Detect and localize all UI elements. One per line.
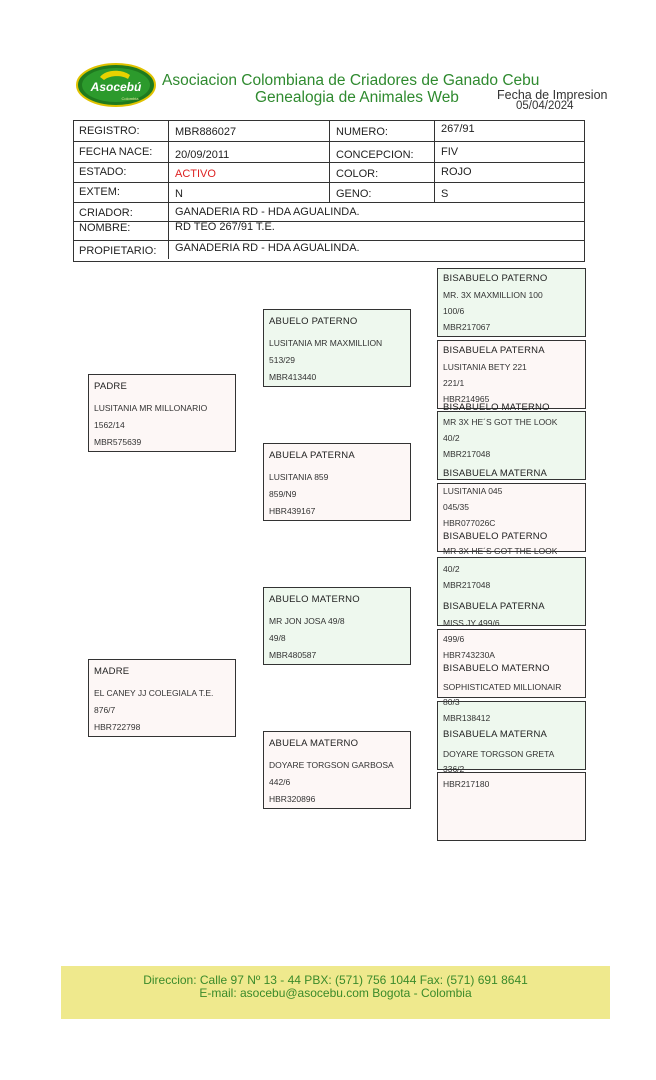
geno-label: GENO: bbox=[336, 188, 372, 200]
bisabuelo-role: BISABUELO PATERNO bbox=[443, 273, 548, 284]
bisabuelo-registration: MBR217048 bbox=[443, 449, 491, 459]
geno-value: S bbox=[441, 188, 449, 200]
bisabuelo-name: MR 3X HE´S GOT THE LOOK bbox=[443, 417, 558, 427]
registro-label: REGISTRO: bbox=[79, 125, 140, 137]
bisabuelo-name: SOPHISTICATED MILLIONAIR bbox=[443, 682, 562, 692]
bisabuelo-number: 100/6 bbox=[443, 306, 465, 316]
fecha-nace-value: 20/09/2011 bbox=[175, 149, 230, 161]
concepcion-label: CONCEPCION: bbox=[336, 149, 414, 161]
abuela-paterna-number: 859/N9 bbox=[269, 489, 297, 499]
padre-name: LUSITANIA MR MILLONARIO bbox=[94, 403, 208, 413]
nombre-label: NOMBRE: bbox=[79, 222, 131, 234]
bisabuelo-number: 40/2 bbox=[443, 564, 460, 574]
criador-label: CRIADOR: bbox=[79, 207, 133, 219]
report-subtitle: Genealogia de Animales Web bbox=[255, 89, 459, 106]
nombre-value: RD TEO 267/91 T.E. bbox=[175, 221, 275, 233]
bisabuelo-number: 499/6 bbox=[443, 634, 465, 644]
bisabuelo-name: MR. 3X MAXMILLION 100 bbox=[443, 290, 543, 300]
bisabuelo-name: MISS JY 499/6 bbox=[443, 618, 500, 628]
asocebu-logo bbox=[76, 63, 156, 107]
numero-label: NUMERO: bbox=[336, 126, 388, 138]
bisabuelo-name: LUSITANIA BETY 221 bbox=[443, 362, 527, 372]
padre-registration: MBR575639 bbox=[94, 437, 142, 447]
madre-registration: HBR722798 bbox=[94, 722, 141, 732]
bisabuelo-number: 80/3 bbox=[443, 697, 460, 707]
padre-role: PADRE bbox=[94, 381, 128, 392]
abuela-paterna-name: LUSITANIA 859 bbox=[269, 472, 329, 482]
abuelo-materno-box bbox=[263, 587, 411, 665]
bisabuelo-role: BISABUELA PATERNA bbox=[443, 345, 545, 356]
abuelo-paterno-box bbox=[263, 309, 411, 387]
concepcion-value: FIV bbox=[441, 146, 459, 158]
animal-info-table bbox=[73, 120, 585, 262]
abuela-paterna-role: ABUELA PATERNA bbox=[269, 450, 355, 461]
abuelo-materno-role: ABUELO MATERNO bbox=[269, 594, 360, 605]
bisabuelo-role: BISABUELO PATERNO bbox=[443, 531, 548, 542]
extem-label: EXTEM: bbox=[79, 186, 120, 198]
footer-email: E-mail: asocebu@asocebu.com Bogota - Colombia bbox=[199, 986, 472, 1000]
padre-box bbox=[88, 374, 236, 452]
bisabuelo-role: BISABUELO MATERNO bbox=[443, 402, 550, 413]
madre-number: 876/7 bbox=[94, 705, 116, 715]
madre-role: MADRE bbox=[94, 666, 130, 677]
padre-number: 1562/14 bbox=[94, 420, 125, 430]
bisabuelo-box bbox=[437, 268, 586, 337]
abuelo-paterno-number: 513/29 bbox=[269, 355, 295, 365]
abuelo-materno-registration: MBR480587 bbox=[269, 650, 317, 660]
bisabuelo-name: LUSITANIA 045 bbox=[443, 486, 503, 496]
print-date-label: Fecha de Impresion bbox=[497, 88, 608, 102]
logo-subtext: Colombia bbox=[121, 96, 139, 101]
abuela-materno-registration: HBR320896 bbox=[269, 794, 316, 804]
bisabuelo-registration: MBR217067 bbox=[443, 322, 491, 332]
madre-box bbox=[88, 659, 236, 737]
estado-value: ACTIVO bbox=[175, 168, 216, 180]
contact-footer bbox=[61, 966, 610, 1019]
bisabuelo-box bbox=[437, 531, 586, 626]
bisabuelo-registration: HBR217180 bbox=[443, 779, 490, 789]
bisabuelo-name: MR 3X HE´S GOT THE LOOK bbox=[443, 546, 558, 556]
bisabuelo-name: DOYARE TORGSON GRETA bbox=[443, 749, 555, 759]
extem-value: N bbox=[175, 188, 183, 200]
abuela-materno-name: DOYARE TORGSON GARBOSA bbox=[269, 760, 394, 770]
color-label: COLOR: bbox=[336, 168, 379, 180]
organization-name: Asociacion Colombiana de Criadores de Ganado Cebu bbox=[162, 72, 540, 89]
bisabuelo-registration: HBR214965 bbox=[443, 394, 490, 404]
fecha-nace-label: FECHA NACE: bbox=[79, 146, 153, 158]
abuelo-paterno-name: LUSITANIA MR MAXMILLION bbox=[269, 338, 383, 348]
bisabuelo-registration: HBR077026C bbox=[443, 518, 496, 528]
bisabuelo-number: 40/2 bbox=[443, 433, 460, 443]
bisabuelo-registration: MBR217048 bbox=[443, 580, 491, 590]
bisabuelo-box bbox=[437, 729, 586, 841]
abuela-materno-role: ABUELA MATERNO bbox=[269, 738, 359, 749]
bisabuelo-box bbox=[437, 340, 586, 409]
bisabuelo-number: 045/35 bbox=[443, 502, 469, 512]
bisabuelo-number: 221/1 bbox=[443, 378, 465, 388]
abuelo-materno-number: 49/8 bbox=[269, 633, 286, 643]
numero-value: 267/91 bbox=[441, 123, 475, 135]
propietario-value: GANADERIA RD - HDA AGUALINDA. bbox=[175, 242, 360, 254]
bisabuelo-registration: MBR138412 bbox=[443, 713, 491, 723]
bisabuelo-role: BISABUELA MATERNA bbox=[443, 729, 548, 740]
bisabuelo-role: BISABUELA MATERNA bbox=[443, 468, 548, 479]
bisabuelo-role: BISABUELO MATERNO bbox=[443, 663, 550, 674]
bisabuelo-role: BISABUELA PATERNA bbox=[443, 601, 545, 612]
criador-value: GANADERIA RD - HDA AGUALINDA. bbox=[175, 206, 360, 218]
abuela-materno-box bbox=[263, 731, 411, 809]
registro-value: MBR886027 bbox=[175, 126, 237, 138]
abuelo-paterno-registration: MBR413440 bbox=[269, 372, 317, 382]
estado-label: ESTADO: bbox=[79, 166, 127, 178]
madre-name: EL CANEY JJ COLEGIALA T.E. bbox=[94, 688, 214, 698]
footer-address: Direccion: Calle 97 Nº 13 - 44 PBX: (571) 756 1044 Fax: (571) 691 8641 bbox=[143, 973, 528, 987]
print-date-value: 05/04/2024 bbox=[516, 100, 574, 112]
abuelo-paterno-role: ABUELO PATERNO bbox=[269, 316, 358, 327]
color-value: ROJO bbox=[441, 166, 472, 178]
logo-text: Asocebú bbox=[90, 80, 142, 94]
abuela-materno-number: 442/6 bbox=[269, 777, 291, 787]
propietario-label: PROPIETARIO: bbox=[79, 245, 157, 257]
abuela-paterna-box bbox=[263, 443, 411, 521]
bisabuelo-number: 336/2 bbox=[443, 764, 465, 774]
bisabuelo-registration: HBR743230A bbox=[443, 650, 495, 660]
abuelo-materno-name: MR JON JOSA 49/8 bbox=[269, 616, 345, 626]
abuela-paterna-registration: HBR439167 bbox=[269, 506, 316, 516]
